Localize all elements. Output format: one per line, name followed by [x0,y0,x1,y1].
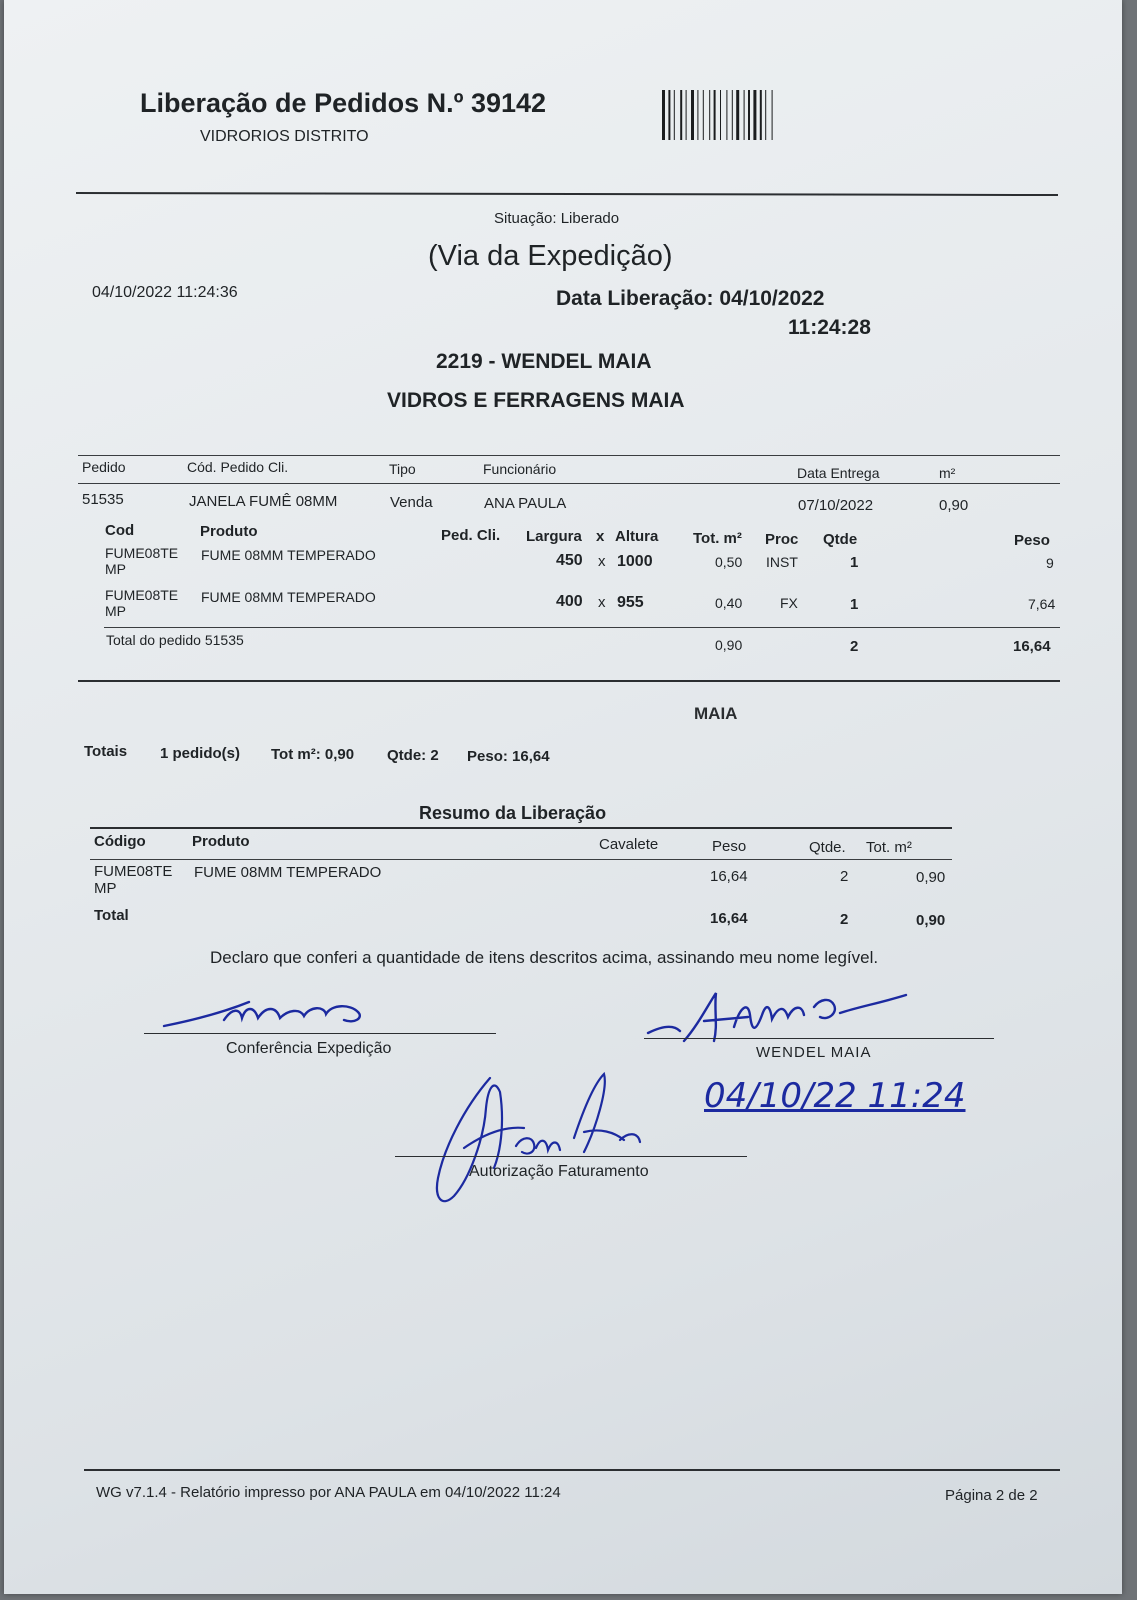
footer-text: WG v7.1.4 - Relatório impresso por ANA PAULA em 04/10/2022 11:24 [96,1484,561,1501]
items-col-ped-cli: Ped. Cli. [441,527,501,544]
item2-tot-m2: 0,40 [715,595,743,611]
col-m2: m² [939,465,956,481]
summary-col-codigo: Código [94,833,146,850]
item2-produto: FUME 08MM TEMPERADO [201,589,376,605]
summary-codigo-suffix: MP [94,880,117,897]
col-tipo: Tipo [389,461,416,477]
totals-qtde: Qtde: 2 [387,747,439,764]
order-employee: ANA PAULA [484,495,567,512]
items-col-cod: Cod [105,522,135,539]
items-col-tot-m2: Tot. m² [693,530,742,547]
faded-client-text: MAIA [694,704,738,723]
summary-codigo: FUME08TE [94,863,173,880]
order-total-label: Total do pedido 51535 [106,632,244,648]
order-end-rule [78,680,1060,682]
order-total-peso: 16,64 [1013,638,1051,655]
items-col-proc: Proc [765,531,799,548]
items-total-rule [104,627,1060,628]
printed-datetime: 04/10/2022 11:24:36 [92,284,238,301]
summary-col-peso: Peso [712,838,747,855]
summary-produto: FUME 08MM TEMPERADO [194,864,382,881]
summary-qtde: 2 [840,868,849,885]
col-cod-pedido-cli: Cód. Pedido Cli. [187,459,289,475]
barcode [662,90,834,140]
client-signature-label: WENDEL MAIA [756,1044,872,1061]
item1-qtde: 1 [850,554,859,571]
item1-largura: 450 [556,552,583,569]
page-number: Página 2 de 2 [945,1487,1038,1504]
via-label: (Via da Expedição) [428,240,673,272]
items-col-produto: Produto [200,523,258,540]
items-col-x: x [596,528,605,545]
release-date: Data Liberação: 04/10/2022 [556,287,825,310]
document-title: Liberação de Pedidos N.º 39142 [140,88,547,118]
autorizacao-label: Autorização Faturamento [469,1163,649,1180]
order-type: Venda [390,494,433,511]
summary-col-qtde: Qtde. [809,839,846,856]
totals-pedidos: 1 pedido(s) [160,745,241,762]
document-page [4,0,1122,1594]
items-col-altura: Altura [615,528,659,545]
items-col-largura: Largura [526,528,582,545]
order-table-header-rule [78,483,1060,484]
item2-cod-suffix: MP [105,603,126,619]
summary-total-label: Total [94,907,129,924]
summary-header-rule [90,859,952,860]
item2-altura: 955 [617,594,644,611]
conferencia-label: Conferência Expedição [226,1040,392,1057]
item2-peso: 7,64 [1028,596,1056,612]
item2-x: x [598,594,606,611]
declaration-text: Declaro que conferi a quantidade de itens descritos acima, assinando meu nome legível. [210,948,879,967]
item2-proc: FX [780,595,798,611]
item1-peso: 9 [1046,555,1054,571]
item1-proc: INST [766,554,798,570]
status-text: Situação: Liberado [494,210,620,227]
item2-qtde: 1 [850,596,859,613]
item2-cod: FUME08TE [105,587,179,603]
item1-cod: FUME08TE [105,545,179,561]
item1-x: x [598,553,606,570]
summary-peso: 16,64 [710,868,748,885]
summary-total-tot-m2: 0,90 [916,912,946,929]
order-total-qtde: 2 [850,638,859,655]
totals-label: Totais [84,743,128,760]
order-client-code: JANELA FUMÊ 08MM [189,493,338,510]
summary-col-cavalete: Cavalete [599,836,659,853]
order-total-m2: 0,90 [715,637,743,653]
summary-total-peso: 16,64 [710,910,748,927]
order-number: 51535 [82,491,124,508]
autorizacao-signature [424,1068,684,1218]
col-funcionario: Funcionário [483,461,557,477]
item1-cod-suffix: MP [105,561,126,577]
client-name: 2219 - WENDEL MAIA [436,350,652,373]
totals-m2: Tot m²: 0,90 [271,746,355,763]
items-col-peso: Peso [1014,532,1050,549]
conferencia-signature-line [144,1033,496,1034]
summary-title: Resumo da Liberação [419,803,607,823]
items-col-qtde: Qtde [823,531,858,548]
col-pedido: Pedido [82,459,126,475]
company-name: VIDRORIOS DISTRITO [200,128,369,145]
summary-col-produto: Produto [192,833,250,850]
item2-largura: 400 [556,593,583,610]
header-divider [76,192,1058,196]
summary-top-rule [90,827,952,829]
conferencia-signature [154,990,394,1035]
autorizacao-signature-line [395,1156,747,1157]
order-delivery-date: 07/10/2022 [798,497,874,514]
order-m2: 0,90 [939,497,969,514]
order-table-top-rule [78,455,1060,456]
col-data-entrega: Data Entrega [797,465,880,481]
item1-altura: 1000 [617,553,653,570]
footer-rule [84,1469,1060,1471]
summary-tot-m2: 0,90 [916,869,946,886]
client-signature-line [644,1038,994,1039]
summary-col-tot-m2: Tot. m² [866,839,912,856]
summary-total-qtde: 2 [840,911,849,928]
item1-produto: FUME 08MM TEMPERADO [201,547,376,563]
client-company: VIDROS E FERRAGENS MAIA [387,389,685,412]
totals-peso: Peso: 16,64 [467,748,550,765]
handwritten-date: 04/10/22 11:24 [704,1076,966,1116]
release-time: 11:24:28 [788,316,871,339]
item1-tot-m2: 0,50 [715,554,743,570]
